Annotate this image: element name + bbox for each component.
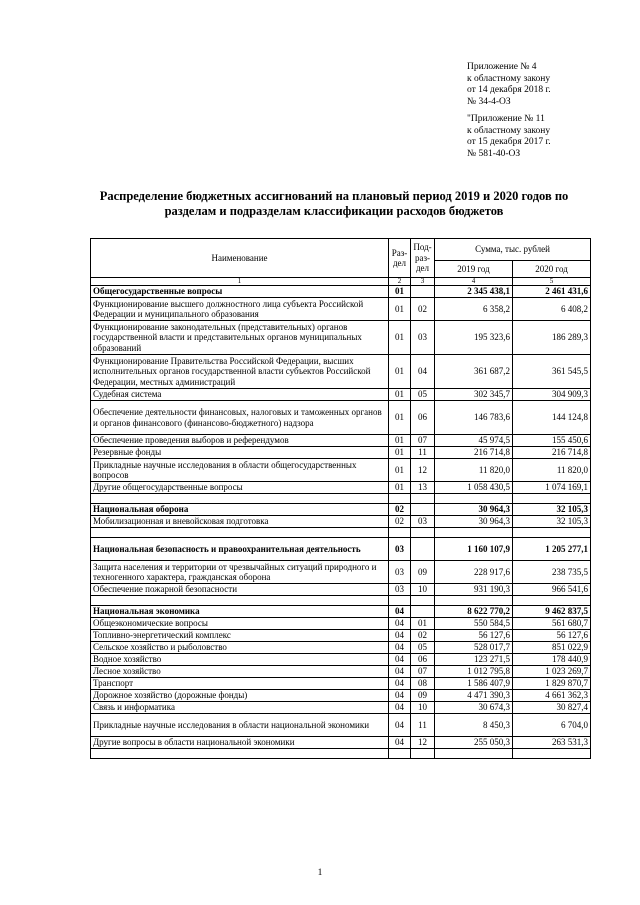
amount-2020-cell: 30 827,4 — [513, 702, 591, 714]
name-cell: Связь и информатика — [91, 702, 389, 714]
podrazdel-cell: 12 — [411, 459, 435, 482]
empty-cell — [91, 596, 389, 606]
spacer-row — [91, 749, 591, 759]
amount-2019-cell: 302 345,7 — [435, 389, 513, 401]
name-cell: Обеспечение проведения выборов и референдумов — [91, 435, 389, 447]
name-cell: Дорожное хозяйство (дорожные фонды) — [91, 690, 389, 702]
amount-2020-cell: 32 105,3 — [513, 516, 591, 528]
razdel-cell: 04 — [389, 654, 411, 666]
razdel-cell: 03 — [389, 538, 411, 561]
podrazdel-cell: 06 — [411, 401, 435, 435]
header-2019: 2019 год — [435, 261, 513, 278]
name-cell: Резервные фонды — [91, 447, 389, 459]
razdel-cell: 04 — [389, 690, 411, 702]
podrazdel-cell: 07 — [411, 435, 435, 447]
name-cell: Прикладные научные исследования в области общегосударственных вопросов — [91, 459, 389, 482]
amount-2019-cell: 56 127,6 — [435, 630, 513, 642]
amount-2020-cell: 966 541,6 — [513, 584, 591, 596]
amount-2020-cell: 361 545,5 — [513, 355, 591, 389]
index-cell: 1 — [91, 278, 389, 286]
podrazdel-cell: 05 — [411, 389, 435, 401]
amount-2019-cell: 550 584,5 — [435, 618, 513, 630]
podrazdel-cell: 07 — [411, 666, 435, 678]
name-cell: Функционирование Правительства Российской Федерации, высших исполнительных органов государственной власти субъектов Российской Федерации, местных администраций — [91, 355, 389, 389]
razdel-cell: 03 — [389, 584, 411, 596]
empty-cell — [389, 749, 411, 759]
podrazdel-cell: 09 — [411, 690, 435, 702]
podrazdel-cell — [411, 504, 435, 516]
page-number: 1 — [317, 868, 323, 878]
amount-2019-cell: 30 964,3 — [435, 504, 513, 516]
empty-cell — [411, 596, 435, 606]
budget-table — [90, 238, 591, 759]
podrazdel-cell: 01 — [411, 618, 435, 630]
razdel-cell: 04 — [389, 678, 411, 690]
podrazdel-cell — [411, 606, 435, 618]
table-row — [91, 516, 591, 528]
empty-cell — [435, 596, 513, 606]
empty-cell — [435, 494, 513, 504]
podrazdel-cell: 11 — [411, 714, 435, 737]
table-row — [91, 666, 591, 678]
podrazdel-cell: 12 — [411, 737, 435, 749]
appendix-line: от 15 декабря 2017 г. — [467, 137, 551, 147]
header-2020: 2020 год — [513, 261, 591, 278]
appendix-line: "Приложение № 11 — [467, 114, 545, 124]
name-cell: Национальная экономика — [91, 606, 389, 618]
amount-2019-cell: 8 622 770,2 — [435, 606, 513, 618]
appendix-line: к областному закону — [467, 125, 551, 136]
name-cell: Национальная безопасность и правоохранительная деятельность — [91, 538, 389, 561]
table-body — [91, 286, 591, 759]
empty-cell — [389, 494, 411, 504]
podrazdel-cell: 13 — [411, 482, 435, 494]
table-row — [91, 447, 591, 459]
section-row — [91, 606, 591, 618]
amount-2020-cell: 9 462 837,5 — [513, 606, 591, 618]
table-row — [91, 618, 591, 630]
amount-2020-cell: 32 105,3 — [513, 504, 591, 516]
empty-cell — [389, 528, 411, 538]
amount-2020-cell: 238 735,5 — [513, 561, 591, 584]
amount-2020-cell: 186 289,3 — [513, 321, 591, 355]
table-row — [91, 654, 591, 666]
razdel-cell: 04 — [389, 642, 411, 654]
amount-2020-cell: 304 909,3 — [513, 389, 591, 401]
amount-2019-cell: 6 358,2 — [435, 298, 513, 321]
razdel-cell: 02 — [389, 504, 411, 516]
document-title: Распределение бюджетных ассигнований на плановый период 2019 и 2020 годов по разделам и подразделам классификации расходов бюджетов — [99, 189, 569, 218]
podrazdel-cell: 09 — [411, 561, 435, 584]
amount-2019-cell: 195 323,6 — [435, 321, 513, 355]
amount-2019-cell: 255 050,3 — [435, 737, 513, 749]
header-razdel: Раз-дел — [389, 239, 411, 278]
name-cell: Функционирование законодательных (представительных) органов государственной власти и представительных органов муниципальных образований — [91, 321, 389, 355]
amount-2019-cell: 4 471 390,3 — [435, 690, 513, 702]
table-row — [91, 459, 591, 482]
table-row — [91, 401, 591, 435]
amount-2019-cell: 1 586 407,9 — [435, 678, 513, 690]
amount-2019-cell: 361 687,2 — [435, 355, 513, 389]
razdel-cell: 04 — [389, 606, 411, 618]
name-cell: Обеспечение деятельности финансовых, налоговых и таможенных органов и органов финансового (финансово-бюджетного) надзора — [91, 401, 389, 435]
table-row — [91, 298, 591, 321]
table-row — [91, 482, 591, 494]
appendix-line: Приложение № 4 — [467, 62, 537, 72]
empty-cell — [513, 596, 591, 606]
table-row — [91, 584, 591, 596]
empty-cell — [513, 494, 591, 504]
table-row — [91, 435, 591, 447]
amount-2019-cell: 8 450,3 — [435, 714, 513, 737]
razdel-cell: 04 — [389, 702, 411, 714]
podrazdel-cell: 10 — [411, 584, 435, 596]
razdel-cell: 01 — [389, 286, 411, 298]
empty-cell — [513, 528, 591, 538]
table-row — [91, 561, 591, 584]
amount-2019-cell: 228 917,6 — [435, 561, 513, 584]
podrazdel-cell — [411, 538, 435, 561]
amount-2020-cell: 1 023 269,7 — [513, 666, 591, 678]
header-podrazdel: Под-раз-дел — [411, 239, 435, 278]
name-cell: Транспорт — [91, 678, 389, 690]
amount-2020-cell: 561 680,7 — [513, 618, 591, 630]
amount-2020-cell: 11 820,0 — [513, 459, 591, 482]
razdel-cell: 01 — [389, 298, 411, 321]
name-cell: Судебная система — [91, 389, 389, 401]
razdel-cell: 01 — [389, 401, 411, 435]
amount-2020-cell: 2 461 431,6 — [513, 286, 591, 298]
table-row — [91, 642, 591, 654]
podrazdel-cell: 06 — [411, 654, 435, 666]
name-cell: Прикладные научные исследования в области национальной экономики — [91, 714, 389, 737]
appendix-line: от 14 декабря 2018 г. — [467, 85, 551, 95]
empty-cell — [435, 528, 513, 538]
amount-2020-cell: 6 408,2 — [513, 298, 591, 321]
razdel-cell: 04 — [389, 630, 411, 642]
razdel-cell: 01 — [389, 435, 411, 447]
amount-2020-cell: 56 127,6 — [513, 630, 591, 642]
amount-2020-cell: 6 704,0 — [513, 714, 591, 737]
razdel-cell: 01 — [389, 321, 411, 355]
amount-2019-cell: 528 017,7 — [435, 642, 513, 654]
razdel-cell: 01 — [389, 459, 411, 482]
amount-2019-cell: 1 058 430,5 — [435, 482, 513, 494]
amount-2019-cell: 931 190,3 — [435, 584, 513, 596]
empty-cell — [91, 749, 389, 759]
section-row — [91, 504, 591, 516]
section-row — [91, 286, 591, 298]
table-row — [91, 690, 591, 702]
header-name: Наименование — [91, 239, 389, 278]
appendix-current — [467, 62, 627, 108]
podrazdel-cell: 03 — [411, 516, 435, 528]
name-cell: Защита населения и территории от чрезвычайных ситуаций природного и техногенного характера, гражданская оборона — [91, 561, 389, 584]
razdel-cell: 04 — [389, 714, 411, 737]
spacer-row — [91, 528, 591, 538]
amount-2020-cell: 178 440,9 — [513, 654, 591, 666]
name-cell: Обеспечение пожарной безопасности — [91, 584, 389, 596]
name-cell: Лесное хозяйство — [91, 666, 389, 678]
name-cell: Общеэкономические вопросы — [91, 618, 389, 630]
name-cell: Другие вопросы в области национальной экономики — [91, 737, 389, 749]
header-sum: Сумма, тыс. рублей — [435, 239, 591, 261]
index-cell: 5 — [513, 278, 591, 286]
empty-cell — [411, 749, 435, 759]
section-row — [91, 538, 591, 561]
podrazdel-cell: 02 — [411, 298, 435, 321]
appendix-block — [467, 62, 627, 166]
empty-cell — [389, 596, 411, 606]
amount-2020-cell: 155 450,6 — [513, 435, 591, 447]
name-cell: Водное хозяйство — [91, 654, 389, 666]
name-cell: Сельское хозяйство и рыболовство — [91, 642, 389, 654]
name-cell: Мобилизационная и вневойсковая подготовка — [91, 516, 389, 528]
amount-2020-cell: 263 531,3 — [513, 737, 591, 749]
razdel-cell: 01 — [389, 482, 411, 494]
table-row — [91, 630, 591, 642]
empty-cell — [411, 494, 435, 504]
podrazdel-cell: 10 — [411, 702, 435, 714]
index-cell: 3 — [411, 278, 435, 286]
amount-2019-cell: 2 345 438,1 — [435, 286, 513, 298]
podrazdel-cell: 08 — [411, 678, 435, 690]
name-cell: Топливно-энергетический комплекс — [91, 630, 389, 642]
amount-2019-cell: 216 714,8 — [435, 447, 513, 459]
razdel-cell: 01 — [389, 355, 411, 389]
index-cell: 4 — [435, 278, 513, 286]
name-cell: Национальная оборона — [91, 504, 389, 516]
table-row — [91, 714, 591, 737]
name-cell: Функционирование высшего должностного лица субъекта Российской Федерации и муниципального образования — [91, 298, 389, 321]
empty-cell — [91, 528, 389, 538]
razdel-cell: 01 — [389, 447, 411, 459]
razdel-cell: 02 — [389, 516, 411, 528]
razdel-cell: 04 — [389, 737, 411, 749]
amount-2019-cell: 123 271,5 — [435, 654, 513, 666]
name-cell: Общегосударственные вопросы — [91, 286, 389, 298]
spacer-row — [91, 494, 591, 504]
table-row — [91, 355, 591, 389]
empty-cell — [435, 749, 513, 759]
amount-2019-cell: 30 964,3 — [435, 516, 513, 528]
amount-2020-cell: 1 074 169,1 — [513, 482, 591, 494]
index-cell: 2 — [389, 278, 411, 286]
amount-2019-cell: 11 820,0 — [435, 459, 513, 482]
name-cell: Другие общегосударственные вопросы — [91, 482, 389, 494]
podrazdel-cell: 03 — [411, 321, 435, 355]
empty-cell — [91, 494, 389, 504]
table-row — [91, 321, 591, 355]
podrazdel-cell: 02 — [411, 630, 435, 642]
razdel-cell: 01 — [389, 389, 411, 401]
amount-2019-cell: 30 674,3 — [435, 702, 513, 714]
appendix-line: № 581-40-ОЗ — [467, 148, 521, 159]
amount-2019-cell: 1 012 795,8 — [435, 666, 513, 678]
amount-2019-cell: 146 783,6 — [435, 401, 513, 435]
amount-2020-cell: 1 205 277,1 — [513, 538, 591, 561]
table-row — [91, 389, 591, 401]
appendix-line: к областному закону — [467, 73, 551, 84]
amount-2020-cell: 1 829 870,7 — [513, 678, 591, 690]
table-row — [91, 737, 591, 749]
appendix-line: № 34-4-ОЗ — [467, 96, 511, 107]
amount-2020-cell: 144 124,8 — [513, 401, 591, 435]
razdel-cell: 03 — [389, 561, 411, 584]
podrazdel-cell: 11 — [411, 447, 435, 459]
amount-2019-cell: 45 974,5 — [435, 435, 513, 447]
appendix-previous — [467, 114, 627, 160]
razdel-cell: 04 — [389, 618, 411, 630]
table-row — [91, 678, 591, 690]
empty-cell — [411, 528, 435, 538]
amount-2019-cell: 1 160 107,9 — [435, 538, 513, 561]
amount-2020-cell: 851 022,9 — [513, 642, 591, 654]
empty-cell — [513, 749, 591, 759]
amount-2020-cell: 4 661 362,3 — [513, 690, 591, 702]
podrazdel-cell: 05 — [411, 642, 435, 654]
razdel-cell: 04 — [389, 666, 411, 678]
podrazdel-cell — [411, 286, 435, 298]
amount-2020-cell: 216 714,8 — [513, 447, 591, 459]
podrazdel-cell: 04 — [411, 355, 435, 389]
spacer-row — [91, 596, 591, 606]
table-row — [91, 702, 591, 714]
